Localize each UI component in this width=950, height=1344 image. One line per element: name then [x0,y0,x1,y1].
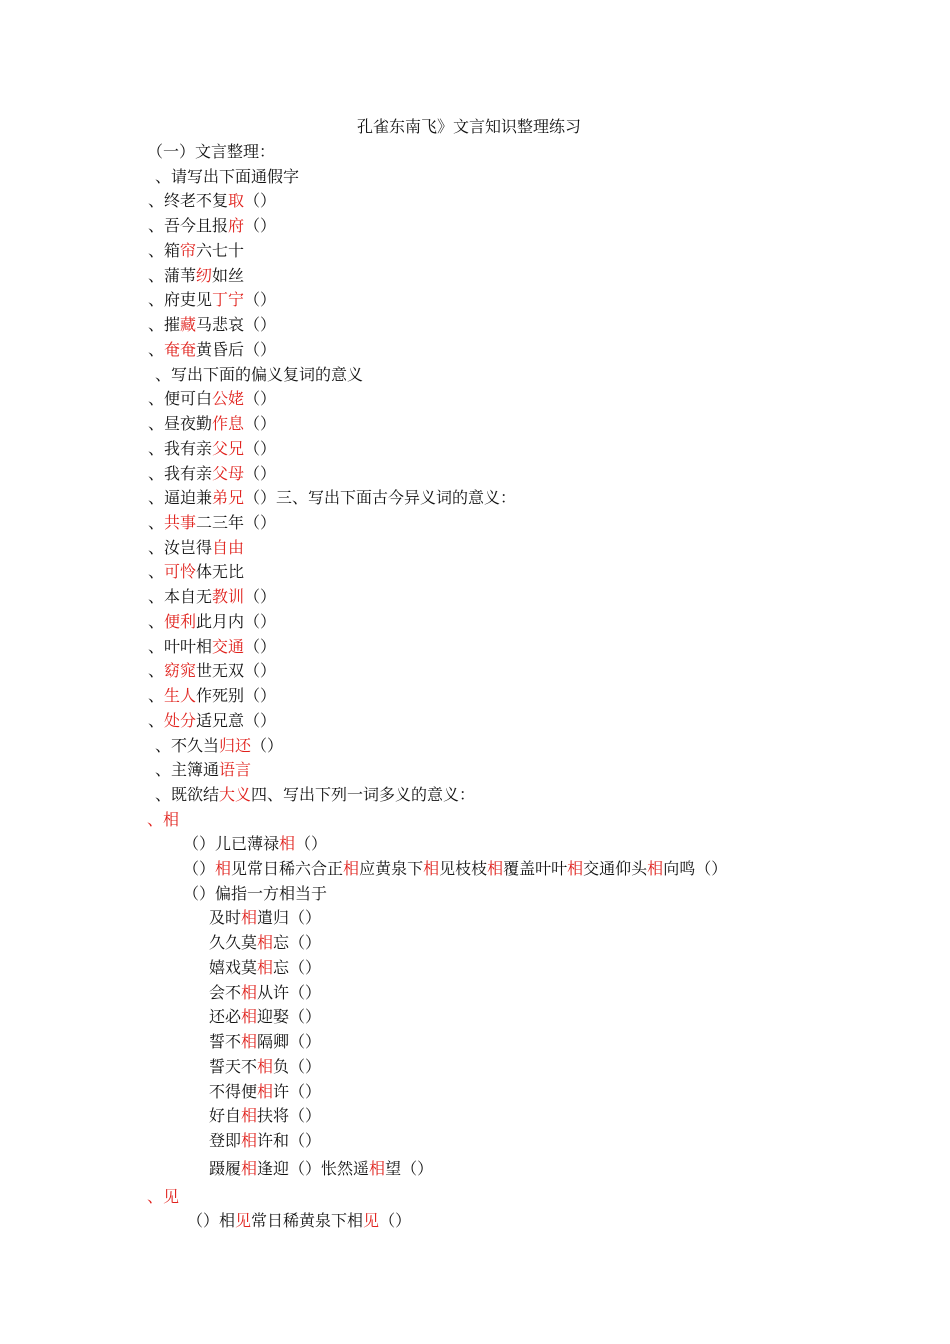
line-text: 及时 [209,908,242,927]
line-text: 世无双（） [196,661,277,680]
highlighted-term: 教训 [212,587,245,606]
highlighted-term: 归还 [219,736,252,755]
highlighted-term: 取 [228,191,245,210]
line-text: 四、写出下列一词多义的意义： [251,785,476,804]
line-text: （） [244,191,277,210]
highlighted-term: 纫 [196,266,213,285]
highlighted-term: 作息 [212,414,245,433]
line-text: 、请写出下面通假字 [155,167,300,186]
exercise-line [148,290,276,310]
highlighted-term: 相 [241,1159,258,1178]
line-text: 应黄泉下 [359,859,424,878]
line-text: 、逼迫兼 [148,488,213,507]
line-text: 体无比 [196,562,245,581]
line-text: 作死别（） [196,686,277,705]
line-text: （）三、写出下面古今异义词的意义： [244,488,517,507]
document-title: 孔雀东南飞》文言知识整理练习 [357,117,582,136]
exercise-line [148,315,276,335]
highlighted-term: 、见 [147,1187,180,1206]
line-text: （） [244,414,277,433]
line-text: （）儿已薄禄 [183,834,280,853]
line-text: 还必 [209,1007,242,1026]
line-text: （） [251,736,284,755]
line-text: 、 [148,661,165,680]
exercise-line [148,661,276,681]
line-text: 、蒲苇 [148,266,197,285]
exercise-line [187,1211,411,1231]
highlighted-term: 府 [228,216,245,235]
line-text: 、府吏见 [148,290,213,309]
line-text: （） [244,389,277,408]
line-text: 会不 [209,983,242,1002]
exercise-line [209,958,321,978]
line-text: 六七十 [196,241,245,260]
exercise-line [183,859,727,879]
line-text: 覆盖叶叶 [503,859,568,878]
highlighted-term: 窈窕 [164,661,197,680]
line-text: （）相 [187,1211,236,1230]
exercise-line [155,365,363,385]
line-text: （） [244,290,277,309]
line-text: （）偏指一方相当于 [183,884,328,903]
exercise-line [209,933,321,953]
highlighted-term: 相 [241,1131,258,1150]
line-text: 从许（） [257,983,322,1002]
highlighted-term: 相 [343,859,360,878]
line-text: 向鸣（） [663,859,728,878]
line-text: 嬉戏莫 [209,958,258,977]
exercise-line [148,464,276,484]
line-text: 此月内（） [196,612,277,631]
exercise-line [209,983,321,1003]
exercise-line [209,1082,321,1102]
highlighted-term: 相 [241,908,258,927]
exercise-line [148,389,276,409]
line-text: 、既欲结 [155,785,220,804]
highlighted-term: 相 [487,859,504,878]
line-text: 登即 [209,1131,242,1150]
highlighted-term: 弟兄 [212,488,245,507]
line-text: 、汝岂得 [148,538,213,557]
exercise-line [148,587,276,607]
line-text: 适兄意（） [196,711,277,730]
exercise-line [209,1106,321,1126]
highlighted-term: 大义 [219,785,252,804]
highlighted-term: 见 [235,1211,252,1230]
line-text: 、主簿通 [155,760,220,779]
exercise-line [148,414,276,434]
line-text: 二三年（） [196,513,277,532]
line-text: 忘（） [273,933,322,952]
highlighted-term: 相 [241,1032,258,1051]
line-text: 、 [148,340,165,359]
exercise-line [209,1131,321,1151]
exercise-line [209,1032,321,1052]
line-text: （） [244,587,277,606]
exercise-line [183,884,327,904]
line-text: 见常日稀六合正 [231,859,344,878]
exercise-line [148,241,244,261]
line-text: 、昼夜勤 [148,414,213,433]
exercise-line [147,142,275,162]
line-text: （） [183,859,216,878]
exercise-line [148,488,516,508]
highlighted-term: 交通 [212,637,245,656]
line-text: （） [295,834,328,853]
exercise-line [148,439,276,459]
line-text: 忘（） [273,958,322,977]
line-text: 逢迎（）怅然遥 [257,1159,370,1178]
line-text: 不得便 [209,1082,258,1101]
line-text: 、吾今且报 [148,216,229,235]
highlighted-term: 奄奄 [164,340,197,359]
exercise-line [148,562,244,582]
highlighted-term: 公姥 [212,389,245,408]
line-text: 许（） [273,1082,322,1101]
highlighted-term: 相 [257,958,274,977]
line-text: 马悲哀（） [196,315,277,334]
exercise-line [209,1007,321,1027]
exercise-line [148,191,276,211]
highlighted-term: 共事 [164,513,197,532]
exercise-line [148,711,276,731]
line-text: 如丝 [212,266,245,285]
exercise-line [209,908,321,928]
line-text: 、 [148,562,165,581]
line-text: （） [244,464,277,483]
highlighted-term: 相 [241,1106,258,1125]
highlighted-term: 相 [257,933,274,952]
exercise-line [155,736,283,756]
exercise-line [147,1187,179,1207]
line-text: 、我有亲 [148,464,213,483]
line-text: 誓天不 [209,1057,258,1076]
line-text: 、 [148,686,165,705]
line-text: （） [244,637,277,656]
line-text: （） [379,1211,412,1230]
exercise-line [209,1159,433,1179]
highlighted-term: 生人 [164,686,197,705]
line-text: 、叶叶相 [148,637,213,656]
highlighted-term: 自由 [212,538,245,557]
highlighted-term: 相 [279,834,296,853]
highlighted-term: 父兄 [212,439,245,458]
line-text: 、我有亲 [148,439,213,458]
line-text: 、便可白 [148,389,213,408]
highlighted-term: 帘 [180,241,197,260]
line-text: 交通仰头 [583,859,648,878]
line-text: 常日稀黄泉下相 [251,1211,364,1230]
line-text: 隔卿（） [257,1032,322,1051]
line-text: 、不久当 [155,736,220,755]
line-text: 扶将（） [257,1106,322,1125]
highlighted-term: 父母 [212,464,245,483]
highlighted-term: 相 [241,1007,258,1026]
exercise-line [148,340,276,360]
line-text: （） [244,216,277,235]
line-text: 好自 [209,1106,242,1125]
exercise-line [148,216,276,236]
highlighted-term: 丁宁 [212,290,245,309]
highlighted-term: 可怜 [164,562,197,581]
line-text: 、 [148,612,165,631]
line-text: 迎娶（） [257,1007,322,1026]
line-text: 、摧 [148,315,181,334]
highlighted-term: 相 [423,859,440,878]
line-text: 遣归（） [257,908,322,927]
exercise-line [155,167,299,187]
line-text: （） [244,439,277,458]
line-text: 、写出下面的偏义复词的意义 [155,365,364,384]
line-text: 、 [148,513,165,532]
line-text: 许和（） [257,1131,322,1150]
highlighted-term: 处分 [164,711,197,730]
line-text: 见枝枝 [439,859,488,878]
exercise-line [148,513,276,533]
line-text: 久久莫 [209,933,258,952]
exercise-line [183,834,327,854]
line-text: （一）文言整理： [147,142,276,161]
line-text: 黄昏后（） [196,340,277,359]
highlighted-term: 相 [257,1057,274,1076]
exercise-line [148,686,276,706]
line-text: 、 [148,711,165,730]
highlighted-term: 藏 [180,315,197,334]
highlighted-term: 见 [363,1211,380,1230]
highlighted-term: 语言 [219,760,252,779]
exercise-line [148,266,244,286]
exercise-line [155,760,251,780]
exercise-line [148,637,276,657]
exercise-line [148,612,276,632]
exercise-line [155,785,475,805]
highlighted-term: 相 [215,859,232,878]
line-text: 望（） [385,1159,434,1178]
exercise-line [148,538,244,558]
highlighted-term: 相 [241,983,258,1002]
line-text: 蹑履 [209,1159,242,1178]
highlighted-term: 便利 [164,612,197,631]
highlighted-term: 相 [567,859,584,878]
line-text: 负（） [273,1057,322,1076]
line-text: 、终老不复 [148,191,229,210]
line-text: 誓不 [209,1032,242,1051]
highlighted-term: 、相 [147,810,180,829]
highlighted-term: 相 [369,1159,386,1178]
line-text: 、箱 [148,241,181,260]
highlighted-term: 相 [647,859,664,878]
exercise-line [147,810,179,830]
exercise-line [209,1057,321,1077]
line-text: 、本自无 [148,587,213,606]
highlighted-term: 相 [257,1082,274,1101]
